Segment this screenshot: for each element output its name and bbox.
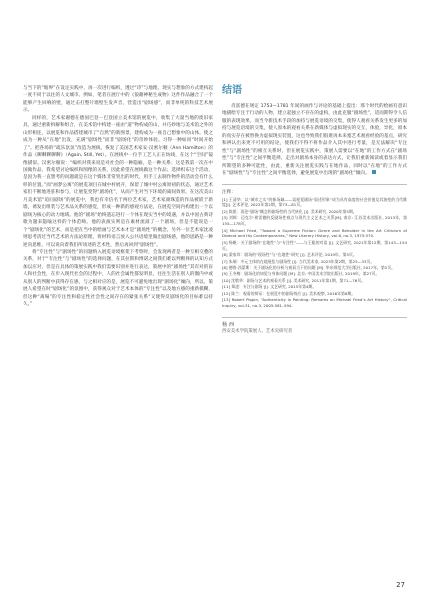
note-item: [2] 陈凯：再论“剧场”概念和剧场性的当代转化 [J]. 美术研究, 2020年第5期。 <box>222 208 357 214</box>
author-name: 杨 西 <box>222 321 235 328</box>
note-item: [4] Michael Fried, “Toward a Supreme Fiction: Genre and Beholder in the Art Criticism of Diderot and His Contemporaries,” New Literary History, vol.6, no.3, 1975:570. <box>222 227 407 239</box>
conclusion-heading: 结语 <box>222 85 242 96</box>
note-item: [9] 王冬梅：剧场化的知觉与身体问题 [M]. 北京: 中国美术学院出版社, 2019年，第27页。 <box>222 271 380 277</box>
body-paragraph: 同样的，艺术家谢德在德国巴登－巴登国立美术馆的展览中，收集了大量当地的废旧家具，通过重新拆解和组合，在美术馆中构建一座由“道”物构成的山，并巧妙地与美术馆之外的山形相连，以展览和作品搭建城市了“自然”的新图景，建构成为一座自己想象中的山体。使之成为一种从“在地”出发，充满“剧场性”而非“剧场化”的奇妙体验。习得一种如同“时间开始了”。把各场的“疏乐氛氛”改造为展线，恢复了美国艺术家安·汉密尔顿（Ann Hamilton）的作品《聊聊聊聊聊》（Again, Still, Yet）。在展线中一位手工艺人正在纺线，在这个“空间”镜像描似。汉密尔顿说：“编织对我来说是对社会的一种隐喻，是一种关系；这是我第一次在中国做作品，我希望讨论编织和图像的关系，因此希望在展线做这个作品；选择织布这个活动，是因为我一直想考的问题就是在这个媒体非常突出的时代，用手工去制作物件的活动会有什么样的位置。”而“画梦公寓”的展览项目在城中村展开，保留了城中村公寓原初的状态，通过艺术家们不断地进驻和参与，让展览变得“剧场化”，从而产生对当下环境的离间效果。在这次美山月美术馆“追问剧场”的展览中，我也有幸信名于两位艺术家，艺术家颜珠造的作品被嵌于新墙，诱发出组装与艺术品关系的感觉，形成一种新的感观方法论，在展览空间内构建出一个以剧场为核心的动力地域。他的“剧场”始终遗忘进行一个体在现实当中的境遇，并以中国古典诗歌为题来隐喻这样的个体范畴。他的表演实则是在素材流溢了一个剧场，但是不能说是一个“剧场化”的艺术，而是把在当中的绘画与艺术本才是“剧场性”的概念，另外一位艺术家沈凌则思考清过当代艺术的方法论原理，将材料语言放入公共语境里做出剧场感，他的思路是一种逆向思维，可以说向着我们所谈述的艺术性，然后再回到“剧场性”。 <box>23 115 213 248</box>
notes-list <box>222 197 407 309</box>
note-item: [6] 梁家玮：剧场的“现场性”与“在地性”研究 [J]. 艺术评论, 2019年，第5页。 <box>222 252 357 258</box>
note-item: [8] 德鲁·西蒙斯：关于剧场化的分析与观看当下的问题 [M]. 华东师范大学出版社, 2017年，第5页。 <box>222 265 395 270</box>
note-item: [5] 杨帆：关于剧场的“在地性”与“专注性”——与王聪的对谈 [J]. 文艺研究, 2021年第12期，第143—154页。 <box>222 239 407 251</box>
right-column <box>222 85 407 335</box>
author-affiliation: 西安美术学院策展人、艺术史研究者 <box>222 328 293 334</box>
note-item: [11] 郑凌：专注与剧场 [J]. 文艺研究, 2015年第4期。 <box>222 284 317 290</box>
note-item: [10] 沈敬华：剧场与艺术的观看关系 [J]. 美术研究, 2011年第1期，第71—76页。 <box>222 277 366 283</box>
author-divider <box>222 317 407 318</box>
note-item: [7] 朱瑞：多元主体的在地展览与剧场性 [J]. 当代美术家, 2023年第2期，第25—33页。 <box>222 258 375 264</box>
body-paragraph: 与当下的“缩界”在设定实践中，再一次进行编织，透过“诗”与地理、现实与想象的方式建构起一度不同于以往的人文城市。例如，笔者在展厅中的《狼藉神秘生成物》这件作品融合了一个能够产生回响的壁，通过击打整片墙壁生发声音，营造出“剧场感”，而非单纯的科技艺术展示。 <box>23 86 213 114</box>
notes-heading: 注释： <box>222 189 236 195</box>
note-item: [1] 王清华：以“城市之实”的新场域——谈视觉剧场“叙述形象”成为具有高度的社会价值及其演变的当代维度[J]. 艺术评论, 2022年第2期，第73—81页。 <box>222 196 407 208</box>
note-item: [12] 陈兰：观看的辩证：在展览中的剧场效应 [J]. 美术观察, 2016年第8期。 <box>222 290 356 296</box>
end-mark-icon <box>372 170 376 174</box>
page-number: 27 <box>396 581 405 589</box>
conclusion-text: 肖富德在规定 1753—1781 年间的画作与评论的基础上提出：那个时代的绘画有意识地描绘专注于行动的人物，建立起独立不存在的虚构，由此克服“剧场性”，适而期得令人信服的表现效果，而当今新技术手段的加持与展览语境的交集，使得人观看关系发生更多的加持与展览语境的交集，使人原本的观看关系在新媒体与虚拟现实的交互，体验，异化，原本的真实存在被替换为虚拟现实装置，这也导致我们很难再本来塞艺术观看经验的基点，研究和辨认出来更不可用的结论，使我们不得不将作品介入其中进行考量，是无法解决“专注性”与“剧场性”的相互关系时，但在展览实践中，策展人需要以“在地”的工作方式在“剧场性”与“专注性”之间平衡选择，走出对剧场本身的表达方式，让我们重新阅读或着显示我们所期望的多种可能性，由此，重新关注展览实践与在地作品，同时以“在地”的工作方式在“剧场性”与“专注性”之间平衡选择，避免展览中出现的“剧场化”倾向。 <box>222 104 407 177</box>
note-item: [13] Robert Pippin, “Authenticity in Painting: Remarks on Michael Fried’s Art History”, Critical Inquiry, vol.31, no.3, 2005:581–594. <box>222 297 407 308</box>
body-paragraph: 将“专注性”与“剧场性”的问题纳入展览语境框架下考察时，会发现两者是一种互相交叠的关系，对于“专注性”与“剧场性”的选择问题，在其拉斯和博诺之间我们难以判断择的认知方式加以应对，但是在具体的策展实践中我们需要识别并进行表达，策展中的“剧场性”其有对的盲人和社会性，在步入现代社会的过程中，人的社会属性都发明显，往往生活在别人的圈内中或从别人的判断中获得存在感，与之相对应的是，展览不可避免地出现“剧场化”倾向，所以，策展人希望在时“剧场化”的氛围中，获得观众对于艺术本体的“专注性”以及地方感的重新模糊，但这种“离場”的专注性和稳定性社会性之间存在的紧张关系“又使得反剧场化的目标难以持久。” <box>23 249 213 308</box>
conclusion-paragraph <box>222 103 407 178</box>
note-item: [3] 刘辉：迈克尔·弗雷德的反剧场性观点与现代主义艺术之关系[M]. 南京: 江苏美术出版社, 2013年，第155—178页。 <box>222 215 407 227</box>
left-column <box>23 85 213 309</box>
notes-divider <box>222 184 407 185</box>
